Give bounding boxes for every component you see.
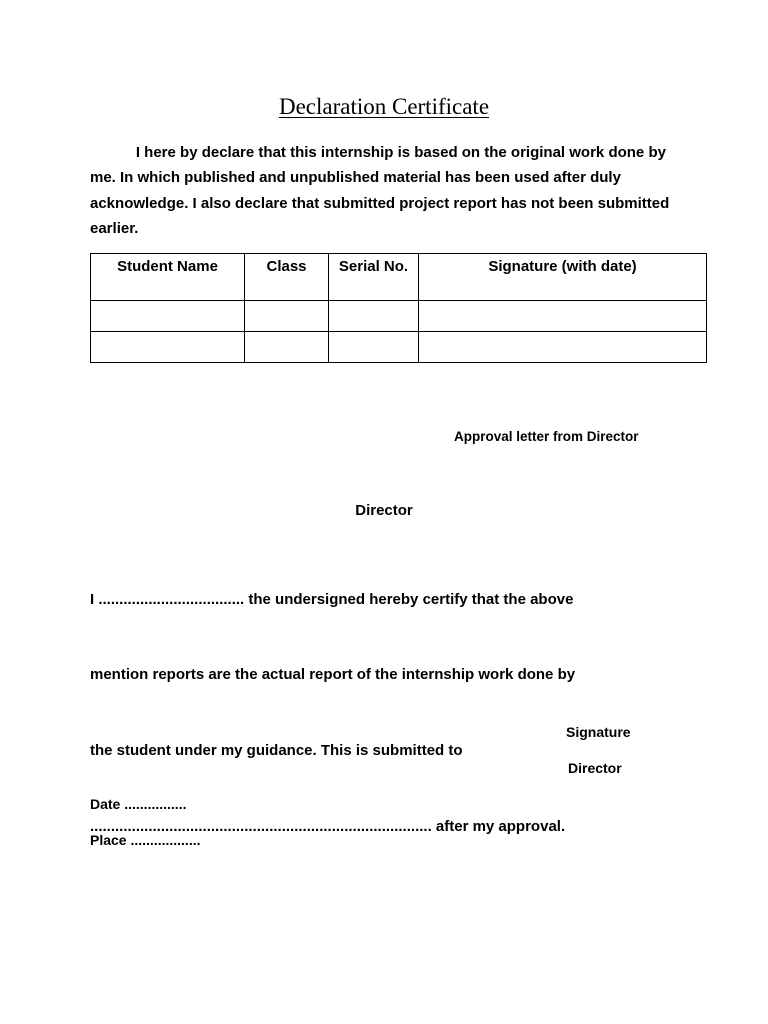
declaration-paragraph: I here by declare that this internship is based on the original work done by me. In which published and unpublished material has been used after duly acknowledge. I also declare that submitted project report has not been submitted earlier. <box>90 144 674 237</box>
table-cell <box>419 332 707 363</box>
date-field: Date ................ <box>90 796 187 812</box>
signature-title: Director <box>568 760 622 776</box>
approval-letter-heading: Approval letter from Director <box>454 429 639 444</box>
place-field: Place .................. <box>90 832 201 848</box>
column-header-class: Class <box>245 254 329 301</box>
column-header-signature: Signature (with date) <box>419 254 707 301</box>
signature-label: Signature <box>566 724 631 740</box>
certification-line: .................................................................................. after my approval. <box>90 818 566 836</box>
certification-line: the student under my guidance. This is submitted to <box>90 742 463 760</box>
certification-line: mention reports are the actual report of the internship work done by <box>90 666 576 684</box>
column-header-serial-no: Serial No. <box>329 254 419 301</box>
table-cell <box>419 301 707 332</box>
table-row <box>91 332 707 363</box>
certification-line: I ................................... the undersigned hereby certify that the above <box>90 590 574 608</box>
table-cell <box>91 332 245 363</box>
table-cell <box>91 301 245 332</box>
table-cell <box>329 301 419 332</box>
table-header-row <box>91 254 707 301</box>
table-cell <box>329 332 419 363</box>
table-cell <box>245 332 329 363</box>
table-row <box>91 301 707 332</box>
director-heading: Director <box>355 502 413 519</box>
document-title: Declaration Certificate <box>278 94 490 119</box>
column-header-student-name: Student Name <box>91 254 245 301</box>
student-table <box>90 253 707 363</box>
table-cell <box>245 301 329 332</box>
certification-paragraph <box>90 536 690 865</box>
